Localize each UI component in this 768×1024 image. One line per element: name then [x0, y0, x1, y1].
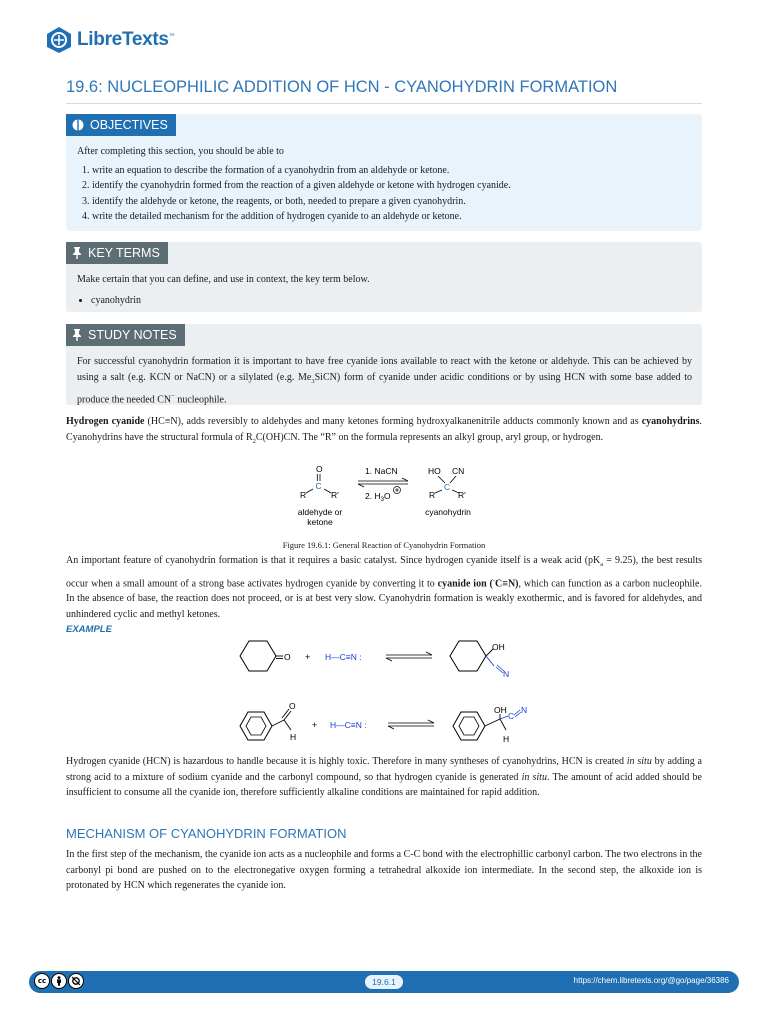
intro-paragraph: Hydrogen cyanide (HC≡N), adds reversibly to aldehydes and many ketones forming hydroxyalkanenitrile adducts commonly known and as cyanohydrins. Cyanohydrins have the structural formula of $R_2C(OH)CN$. The “R” on the formula represents an alkyl group, aryl group, or hydrogen.	[66, 416, 702, 445]
key-term-item: • cyanohydrin	[91, 293, 692, 309]
key-terms-box	[66, 242, 702, 312]
objectives-list	[77, 163, 692, 225]
page-url-link[interactable]: https://chem.libretexts.org/@go/page/36386	[573, 976, 729, 985]
key-terms-heading: KEY TERMS	[88, 246, 160, 260]
plus-sign: +	[312, 720, 318, 730]
reactant-caption-2: ketone	[307, 517, 333, 527]
figure-caption: Figure 19.6.1: General Reaction of Cyanohydrin Formation	[282, 540, 486, 550]
pin-icon	[72, 329, 82, 341]
objectives-header	[66, 114, 176, 136]
hcn-reagent: H—C≡N :	[330, 720, 367, 730]
by-icon	[51, 973, 67, 989]
objective-item-4: 4. write the detailed mechanism for the addition of hydrogen cyanide to an aldehyde or ketone.	[92, 209, 692, 225]
product-caption: cyanohydrin	[425, 507, 471, 517]
mechanism-paragraph: In the first step of the mechanism, the cyanide ion acts as a nucleophile and forms a C-C bond with the electrophillic carbonyl carbon. The two electrons in the carbonyl pi bond are pushed on to the electronegative oxygen forming a tetrahedral alkoxide ion intermediate. In the second step, the alkoxide ion is protonated by HCN which regenerates the cyanide ion.	[66, 849, 702, 891]
nc-icon	[68, 973, 84, 989]
page-footer	[29, 971, 739, 993]
logo-tm: ™	[168, 33, 175, 40]
objectives-icon	[72, 119, 84, 131]
objective-item-3: 3. identify the aldehyde or ketone, the reagents, or both, needed to prepare a given cyanohydrin.	[92, 194, 692, 210]
reagent-1: 1. NaCN	[365, 466, 398, 476]
logo-globe-icon	[45, 26, 73, 54]
plus-sign: +	[305, 652, 311, 662]
product-HO: HO	[428, 466, 441, 476]
objectives-intro: After completing this section, you should be able to	[77, 146, 284, 157]
reactant-caption-1: aldehyde or	[297, 507, 343, 517]
key-terms-intro: Make certain that you can define, and use in context, the key term below.	[77, 274, 370, 285]
product-N: N	[521, 705, 528, 715]
product-OH: OH	[492, 642, 505, 652]
aldehyde-H: H	[290, 732, 297, 742]
benzene-ring	[240, 712, 272, 740]
pin-icon	[72, 247, 82, 259]
reactant-R: R	[300, 490, 307, 500]
product-C: C	[444, 482, 451, 492]
feature-paragraph: An important feature of cyanohydrin formation is that it requires a basic catalyst. Since hydrogen cyanide itself is a weak acid $(pK_a = 9.25)$, the best results occur when a small amount of a strong base activates hydrogen cyanide by converting it to cyanide ion (-C≡N), which can function as a carbon nucleophile. In the absence of base, the reaction does not proceed, or is at best very slow. Cyanohydrin formation is weakly exothermic, and is favored for aldehydes, and unhindered cyclic and methyl ketones.	[66, 555, 702, 620]
cc-license-badge[interactable]	[34, 973, 84, 989]
ketone-O: O	[284, 652, 291, 662]
product-CN: CN	[452, 466, 465, 476]
reactant-Rprime: R'	[331, 490, 339, 500]
benzene-ring-product	[453, 712, 485, 740]
key-terms-header	[66, 242, 168, 264]
study-notes-header	[66, 324, 185, 346]
study-notes-box	[66, 324, 702, 405]
objective-item-2: 2. identify the cyanohydrin formed from the reaction of a given aldehyde or ketone with hydrogen cyanide.	[92, 178, 692, 194]
product-OH: OH	[494, 705, 507, 715]
reagent-2: 2. $H_3O$	[365, 491, 391, 503]
reactant-C: C	[315, 481, 322, 491]
cc-icon: cc	[34, 973, 50, 989]
product-C: C	[508, 711, 515, 721]
product-Rprime: R'	[458, 490, 466, 500]
product-H: H	[503, 734, 510, 744]
objectives-heading: OBJECTIVES	[90, 118, 168, 132]
product-R: R	[429, 490, 436, 500]
objective-item-1: 1. write an equation to describe the formation of a cyanohydrin from an aldehyde or ketone.	[92, 163, 692, 179]
example-cyclohexanone-reaction	[236, 636, 526, 680]
mechanism-heading: MECHANISM OF CYANOHYDRIN FORMATION	[66, 826, 347, 841]
cyclohexane-ring-product	[450, 641, 486, 671]
hazard-paragraph: Hydrogen cyanide (HCN) is hazardous to handle because it is highly toxic. Therefore in many syntheses of cyanohydrins, HCN is created in situ by adding a strong acid to a mixture of sodium cyanide and the carbonyl compound, so that hydrogen cyanide is generated in situ. The amount of acid added should be insufficient to consume all the cyanide ion, therefore sufficiently alkaline conditions are maintained for rapid addition.	[66, 756, 702, 798]
example-benzaldehyde-reaction	[236, 700, 536, 748]
libretexts-logo[interactable]	[45, 26, 174, 54]
cyclohexane-ring	[240, 641, 276, 671]
general-reaction-figure	[290, 462, 490, 534]
study-notes-heading: STUDY NOTES	[88, 328, 177, 342]
key-terms-list	[77, 293, 692, 309]
logo-text: LibreTexts	[77, 29, 169, 50]
reactant-O: O	[316, 464, 323, 474]
hcn-reagent: H—C≡N :	[325, 652, 362, 662]
aldehyde-O: O	[289, 701, 296, 711]
page-number: 19.6.1	[365, 975, 403, 989]
page-title: 19.6: NUCLEOPHILIC ADDITION OF HCN - CYANOHYDRIN FORMATION	[66, 78, 702, 104]
objectives-box	[66, 114, 702, 231]
example-label: EXAMPLE	[66, 624, 112, 635]
product-N: N	[503, 669, 510, 679]
study-notes-text: For successful cyanohydrin formation it is important to have free cyanide ions available to react with the ketone or aldehyde. This can be achieved by using a salt (e.g. KCN or NaCN) or a silylated (e.g. $Me_3SiCN$) form of cyanide under acidic conditions or by using HCN with some base added to produce the needed CN− nucleophile.	[77, 356, 693, 406]
